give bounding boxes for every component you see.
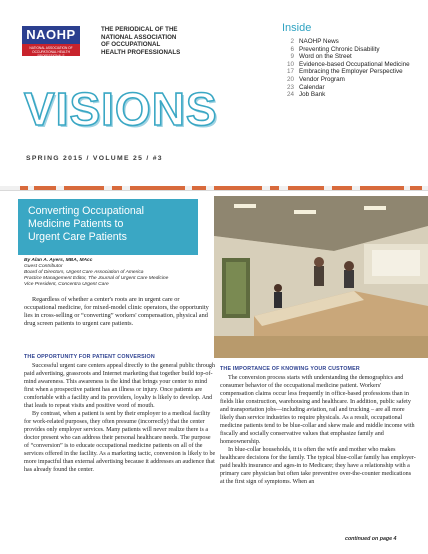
periodical-tagline bbox=[101, 26, 241, 56]
toc-page: 9 bbox=[290, 53, 294, 61]
article-title-line: Medicine Patients to bbox=[28, 218, 124, 230]
toc-item[interactable] bbox=[282, 46, 412, 54]
byline-line: Guest Contributor bbox=[24, 264, 63, 270]
article-title bbox=[18, 199, 198, 255]
lead-paragraph: Regardless of whether a center's roots are in urgent care or occupational medicine, for mixed-model clinic operators, the opportunity lies in cross-selling or “converting” workers' compensation, physical and drug screen patients to urgent care patients. bbox=[24, 296, 209, 328]
toc-page: 17 bbox=[286, 68, 294, 76]
continued-note[interactable]: continued on page 4 bbox=[345, 536, 397, 542]
byline-line: Practice Management Editor, The Journal of Urgent Care Medicine bbox=[24, 276, 169, 282]
toc-title: Vendor Program bbox=[299, 75, 345, 83]
byline-line: Vice President, Concentra Urgent Care bbox=[24, 282, 109, 288]
body-paragraph: The conversion process starts with understanding the demographics and consumer behavior of the occupational medicine patient. Workers' compensation claims occur less frequently in office-based professions than in fields like construction, warehousing and healthcare. In addition, public safety and transportation jobs—including aviation, rail and trucking – are all more likely than service industries to require physicals. As a result, occupational medicine patients tend to be blue-collar and skew male and middle income with fiscally and socially conservative values that emphasize family and homeownership. bbox=[220, 375, 415, 445]
byline-author: By Alan A. Ayers, MBA, MAcc bbox=[24, 258, 93, 263]
periodical-line: HEALTH PROFESSIONALS bbox=[101, 48, 181, 56]
toc-title: Preventing Chronic Disability bbox=[299, 45, 380, 53]
toc-item[interactable] bbox=[282, 61, 412, 69]
issue-info: SPRING 2015 / VOLUME 25 / #3 bbox=[26, 155, 163, 162]
periodical-line: NATIONAL ASSOCIATION bbox=[101, 33, 177, 41]
byline bbox=[24, 258, 209, 288]
section-heading: THE OPPORTUNITY FOR PATIENT CONVERSION bbox=[24, 354, 155, 360]
toc-item[interactable] bbox=[282, 76, 412, 84]
toc-title: Word on the Street bbox=[299, 53, 352, 61]
toc-title: Embracing the Employer Perspective bbox=[299, 68, 403, 76]
inside-heading: Inside bbox=[282, 22, 312, 34]
toc-page: 24 bbox=[286, 91, 294, 99]
body-paragraph: In blue-collar households, it is often the wife and mother who makes healthcare decisions for the family. The typical blue-collar family has employer-paid health insurance and ages-in to Medicare; they have a relationship with a primary care physician but often take preventive over-the-counter medications at the first sign of symptoms. When an bbox=[220, 447, 416, 485]
toc-page: 10 bbox=[286, 60, 294, 68]
article-column-right bbox=[220, 366, 416, 486]
clinic-photo bbox=[214, 196, 428, 358]
toc-item[interactable] bbox=[282, 91, 412, 99]
logo-text: NAOHP bbox=[22, 26, 80, 44]
toc-page: 2 bbox=[290, 38, 294, 45]
body-paragraph: Successful urgent care centers appeal directly to the general public through paid advertising, grassroots and Internet marketing that together build top-of-mind awareness. This awareness is the kind that brings your center to mind first when a prospective patient has an illness or injury. Once patients are comfortable with a facility and its providers, loyalty is likely to develop. And that leads to repeat visits and positive word of mouth. bbox=[24, 363, 215, 409]
naohp-logo bbox=[22, 26, 80, 56]
toc-page: 23 bbox=[286, 83, 294, 91]
article-title-line: Urgent Care Patients bbox=[28, 231, 127, 243]
body-paragraph: By contrast, when a patient is sent by their employer to a medical facility for work-related purposes, they often presume (incorrectly) that the center provides only employer services. Many patients will never realize there is a doctor present who can address their personal healthcare needs. The purpose of “conversion” is to educate occupational medicine patients on all of the services offered in the facility. As a marketing tactic, conversion is likely to be more impactful than external advertising because it addresses an audience that has already found the center. bbox=[24, 411, 216, 473]
logo-subtext: NATIONAL ASSOCIATION OF OCCUPATIONAL HEALTH PROFESSIONALS bbox=[22, 44, 80, 56]
newsletter-title: VISIONS bbox=[24, 83, 218, 135]
toc-title: Job Bank bbox=[299, 91, 326, 99]
toc-title: Calendar bbox=[299, 83, 325, 91]
byline-line: Board of Directors, Urgent Care Association of America bbox=[24, 270, 144, 276]
toc-page: 6 bbox=[290, 45, 294, 53]
divider-line bbox=[0, 190, 428, 191]
article-column-left bbox=[24, 354, 216, 474]
article-title-line: Converting Occupational bbox=[28, 205, 145, 217]
toc-item[interactable] bbox=[282, 84, 412, 92]
section-heading: THE IMPORTANCE OF KNOWING YOUR CUSTOMER bbox=[220, 366, 360, 372]
inside-toc bbox=[282, 22, 412, 99]
periodical-line: OF OCCUPATIONAL bbox=[101, 41, 161, 49]
toc-page: 20 bbox=[286, 75, 294, 83]
toc-item[interactable] bbox=[282, 38, 412, 46]
periodical-line: THE PERIODICAL OF THE bbox=[101, 26, 178, 33]
toc-item[interactable] bbox=[282, 53, 412, 61]
toc-item[interactable] bbox=[282, 68, 412, 76]
toc-title: NAOHP News bbox=[299, 38, 339, 45]
toc-title: Evidence-based Occupational Medicine bbox=[299, 60, 410, 68]
